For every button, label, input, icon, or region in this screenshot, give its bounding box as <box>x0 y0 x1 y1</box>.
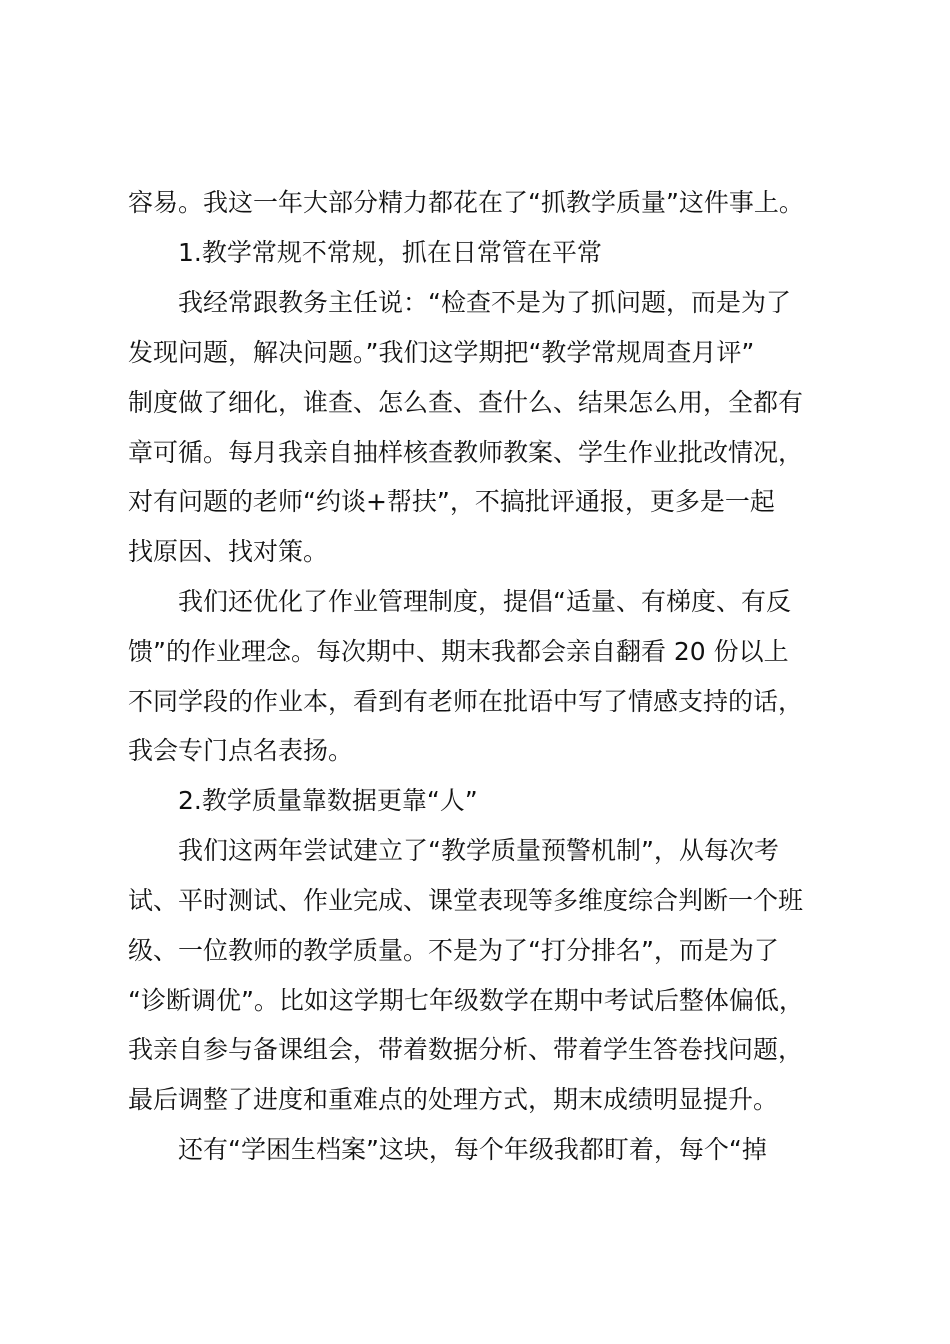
text-line-15: 试、平时测试、作业完成、课堂表现等多维度综合判断一个班 <box>128 886 804 915</box>
text-line-1: 容易。我这一年大部分精力都花在了“抓教学质量”这件事上。 <box>128 188 804 217</box>
text-line-11: 不同学段的作业本，看到有老师在批语中写了情感支持的话， <box>128 687 804 716</box>
text-line-17: “诊断调优”。比如这学期七年级数学在期中考试后整体偏低， <box>128 986 804 1015</box>
text-line-6: 章可循。每月我亲自抽样核查教师教案、学生作业批改情况， <box>128 438 804 467</box>
text-line-4: 发现问题，解决问题。”我们这学期把“教学常规周查月评” <box>128 338 755 367</box>
text-line-19: 最后调整了进度和重难点的处理方式，期末成绩明显提升。 <box>128 1085 779 1114</box>
text-line-12: 我会专门点名表扬。 <box>128 736 354 765</box>
text-line-3: 我经常跟教务主任说：“检查不是为了抓问题，而是为了 <box>178 288 791 317</box>
text-line-20: 还有“学困生档案”这块，每个年级我都盯着，每个“掉 <box>178 1135 767 1164</box>
text-line-16: 级、一位教师的教学质量。不是为了“打分排名”，而是为了 <box>128 936 779 965</box>
text-line-7: 对有问题的老师“约谈+帮扶”，不搞批评通报，更多是一起 <box>128 487 775 516</box>
section-heading-1: 1.教学常规不常规，抓在日常管在平常 <box>178 238 602 267</box>
text-line-8: 找原因、找对策。 <box>128 537 329 566</box>
text-line-10: 馈”的作业理念。每次期中、期末我都会亲自翻看 20 份以上 <box>128 637 789 666</box>
text-line-18: 我亲自参与备课组会，带着数据分析、带着学生答卷找问题， <box>128 1035 804 1064</box>
text-line-5: 制度做了细化，谁查、怎么查、查什么、结果怎么用，全都有 <box>128 388 804 417</box>
text-line-14: 我们这两年尝试建立了“教学质量预警机制”，从每次考 <box>178 836 779 865</box>
text-line-9: 我们还优化了作业管理制度，提倡“适量、有梯度、有反 <box>178 587 791 616</box>
section-heading-2: 2.教学质量靠数据更靠“人” <box>178 786 478 815</box>
